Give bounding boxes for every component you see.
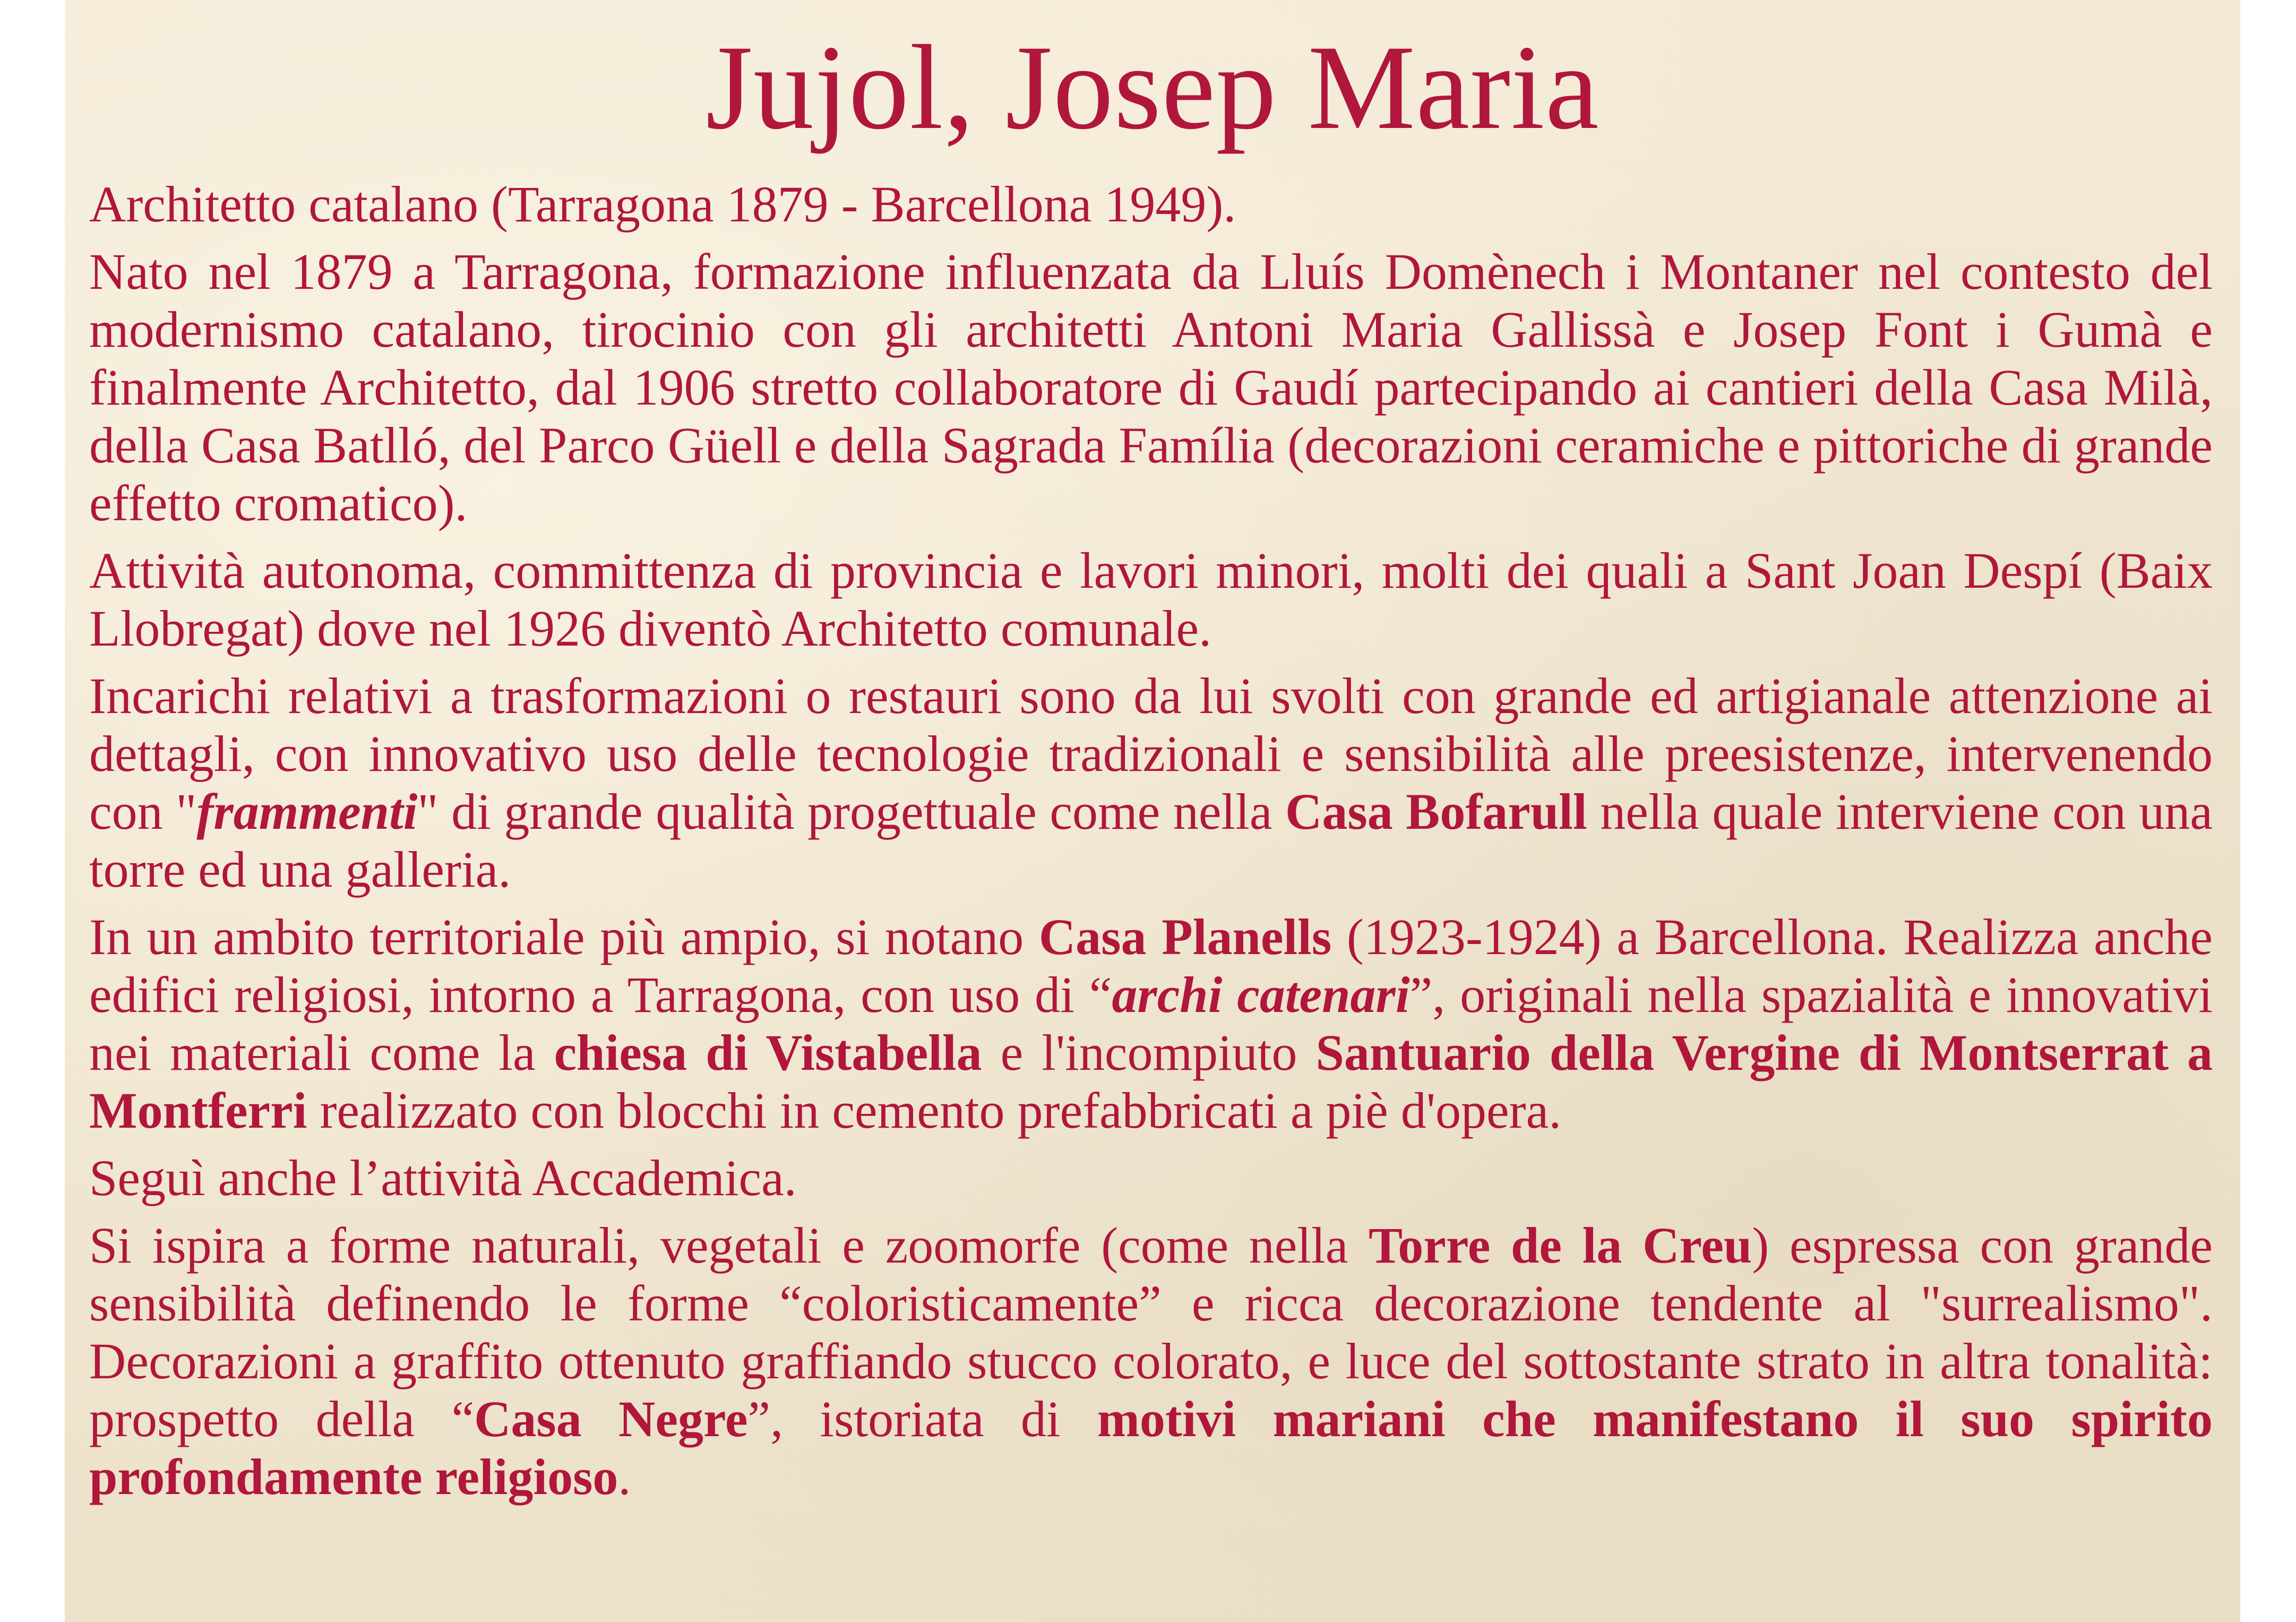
paragraph bbox=[89, 1216, 2213, 1506]
text-run: Attività autonoma, committenza di provincia e lavori minori, molti dei quali a Sant Joan Despí (Baix Llobregat) dove nel 1926 diventò Architetto comunale. bbox=[89, 542, 2213, 657]
paragraph bbox=[89, 542, 2213, 657]
text-run: nella quale interviene con una torre ed una galleria. bbox=[89, 783, 2213, 898]
paragraph bbox=[89, 243, 2213, 532]
emphasis-text: motivi mariani che manifestano il suo spirito profondamente religioso bbox=[89, 1391, 2213, 1505]
text-run: Si ispira a forme naturali, vegetali e zoomorfe (come nella bbox=[89, 1217, 1369, 1274]
text-run: ”, originali nella spazialità e innovativi nei materiali come la bbox=[89, 966, 2213, 1081]
text-run: In un ambito territoriale più ampio, si notano bbox=[89, 908, 1039, 965]
text-run: realizzato con blocchi in cemento prefabbricati a piè d'opera. bbox=[307, 1082, 1562, 1139]
emphasis-text: Casa Negre bbox=[474, 1391, 748, 1447]
emphasis-text: Casa Planells bbox=[1038, 908, 1332, 965]
paragraph bbox=[89, 175, 2213, 233]
document-body bbox=[89, 175, 2213, 1515]
text-run: Architetto catalano (Tarragona 1879 - Barcellona 1949). bbox=[89, 176, 1236, 233]
paragraph bbox=[89, 1149, 2213, 1207]
text-run: Incarichi relativi a trasformazioni o restauri sono da lui svolti con grande ed artigianale attenzione ai dettagli, con innovativo uso delle tecnologie tradizionali e sensibilità alle preesistenze, intervenendo con " bbox=[89, 667, 2213, 840]
emphasis-text: frammenti bbox=[196, 783, 418, 840]
page-title: Jujol, Josep Maria bbox=[706, 21, 1600, 155]
emphasis-text: chiesa di Vistabella bbox=[554, 1024, 982, 1081]
text-run: ”, istoriata di bbox=[747, 1391, 1097, 1447]
emphasis-text: Casa Bofarull bbox=[1285, 783, 1587, 840]
paragraph bbox=[89, 908, 2213, 1139]
text-run: " di grande qualità progettuale come nella bbox=[417, 783, 1286, 840]
text-run: e l'incompiuto bbox=[982, 1024, 1316, 1081]
emphasis-text: Torre de la Creu bbox=[1369, 1217, 1752, 1274]
emphasis-text: Santuario della Vergine di Montserrat a Montferri bbox=[89, 1024, 2213, 1139]
emphasis-text: archi catenari bbox=[1112, 966, 1410, 1023]
paragraph bbox=[89, 667, 2213, 898]
document-page bbox=[65, 0, 2240, 1622]
text-run: ) espressa con grande sensibilità definendo le forme “coloristicamente” e ricca decorazione tendente al "surrealismo". Decorazioni a graffito ottenuto graffiando stucco colorato, e luce del sottostante strato in altra tonalità: prospetto della “ bbox=[89, 1217, 2213, 1447]
text-run: Nato nel 1879 a Tarragona, formazione influenzata da Lluís Domènech i Montaner nel contesto del modernismo catalano, tirocinio con gli architetti Antoni Maria Gallissà e Josep Font i Gumà e finalmente Architetto, dal 1906 stretto collaboratore di Gaudí partecipando ai cantieri della Casa Milà, della Casa Batlló, del Parco Güell e della Sagrada Família (decorazioni ceramiche e pittoriche di grande effetto cromatico). bbox=[89, 243, 2213, 531]
text-run: (1923-1924) a Barcellona. Realizza anche edifici religiosi, intorno a Tarragona, con uso di “ bbox=[89, 908, 2213, 1023]
text-run: . bbox=[618, 1448, 631, 1505]
text-run: Seguì anche l’attività Accademica. bbox=[89, 1149, 797, 1206]
